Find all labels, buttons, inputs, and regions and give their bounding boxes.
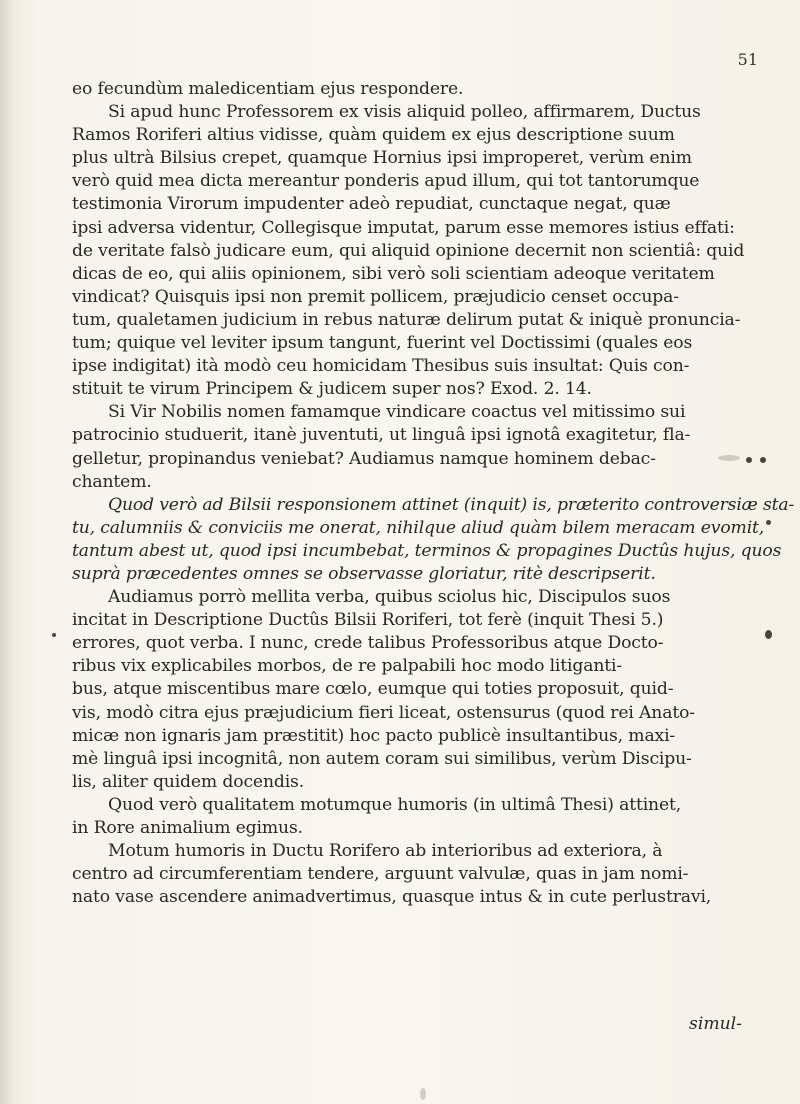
ink-spot (760, 457, 766, 463)
text-line: in Rore animalium egimus. (72, 818, 303, 838)
text-line: plus ultrà Bilsius crepet, quamque Hornius ipsi improperet, verùm enim (72, 148, 692, 169)
text-line: bus, atque miscentibus mare cœlo, eumque qui toties proposuit, quid- (72, 679, 674, 700)
text-line: ribus vix explicabiles morbos, de re palpabili hoc modo litiganti- (72, 656, 623, 677)
text-line: tum; quique vel leviter ipsum tangunt, fuerint vel Doctissimi (quales eos (72, 333, 693, 354)
text-line: incitat in Descriptione Ductûs Bilsii Roriferi, tot ferè (inquit Thesi 5.) (72, 610, 664, 631)
text-line: tantum abest ut, quod ipsi incumbebat, terminos & propagines Ductûs hujus, quos (72, 540, 782, 561)
text-line: Quod verò ad Bilsii responsionem attinet (inquit) is, præterito controversiæ sta- (108, 494, 795, 515)
text-line: centro ad circumferentiam tendere, arguunt valvulæ, quas in jam nomi- (72, 864, 689, 885)
text-line: dicas de eo, qui aliis opinionem, sibi verò soli scientiam adeoque veritatem (72, 263, 715, 284)
page-number: 51 (737, 50, 758, 69)
text-line: tum, qualetamen judicium in rebus naturæ delirum putat & iniquè pronuncia- (72, 309, 741, 330)
text-line: nato vase ascendere animadvertimus, quasque intus & in cute perlustravi, (72, 887, 712, 908)
text-line: tu, calumniis & conviciis me onerat, nihilque aliud quàm bilem meracam evomit, (72, 517, 765, 538)
text-line: Audiamus porrò mellita verba, quibus sciolus hic, Discipulos suos (108, 587, 671, 608)
text-line: eo fecundùm maledicentiam ejus respondere. (72, 79, 464, 99)
text-line: Si Vir Nobilis nomen famamque vindicare coactus vel mitissimo sui (108, 402, 686, 423)
text-line: vis, modò citra ejus præjudicium fieri liceat, ostensurus (quod rei Anato- (72, 702, 695, 723)
text-line: de veritate falsò judicare eum, qui aliquid opinione decernit non scientiâ: quid (72, 240, 745, 261)
text-line: chantem. (72, 471, 152, 492)
text-line: vindicat? Quisquis ipsi non premit pollicem, præjudicio censet occupa- (72, 286, 679, 307)
text-line: verò quid mea dicta mereantur ponderis apud illum, qui tot tantorumque (72, 171, 700, 192)
text-line: stituit te virum Principem & judicem super nos? Exod. 2. 14. (72, 379, 592, 400)
catchword: simul- (689, 1014, 742, 1034)
text-line: Motum humoris in Ductu Rorifero ab interioribus ad exteriora, à (108, 841, 663, 862)
page-gutter-shadow (0, 0, 14, 1104)
ink-spot (52, 633, 56, 637)
text-line: lis, aliter quidem docendis. (72, 771, 305, 792)
body-text (72, 78, 795, 909)
ink-spot (766, 520, 771, 525)
text-line: patrocinio studuerit, itanè juventuti, ut linguâ ipsi ignotâ exagitetur, fla- (72, 425, 691, 446)
paper-smudge (718, 455, 740, 461)
text-line: testimonia Virorum impudenter adeò repudiat, cunctaque negat, quæ (72, 194, 671, 215)
ink-spot (746, 457, 752, 463)
paper-smudge (420, 1088, 426, 1100)
text-line: mè linguâ ipsi incognitâ, non autem coram sui similibus, verùm Discipu- (72, 748, 692, 769)
text-line: ipse indigitat) ità modò ceu homicidam Thesibus suis insultat: Quis con- (72, 356, 690, 377)
text-line: micæ non ignaris jam præstitit) hoc pacto publicè insultantibus, maxi- (72, 725, 676, 746)
text-line: ipsi adversa videntur, Collegisque imputat, parum esse memores istius effati: (72, 217, 735, 238)
text-line: Quod verò qualitatem motumque humoris (in ultimâ Thesi) attinet, (108, 794, 682, 815)
text-line: Ramos Roriferi altius vidisse, quàm quidem ex ejus descriptione suum (72, 125, 675, 146)
text-line: gelletur, propinandus veniebat? Audiamus namque hominem debac- (72, 448, 656, 469)
ink-spot (765, 630, 772, 639)
text-line: suprà præcedentes omnes se observasse gloriatur, ritè descripserit. (72, 563, 656, 584)
text-line: errores, quot verba. I nunc, crede talibus Professoribus atque Docto- (72, 633, 664, 654)
text-line: Si apud hunc Professorem ex visis aliquid polleo, affirmarem, Ductus (108, 102, 701, 123)
